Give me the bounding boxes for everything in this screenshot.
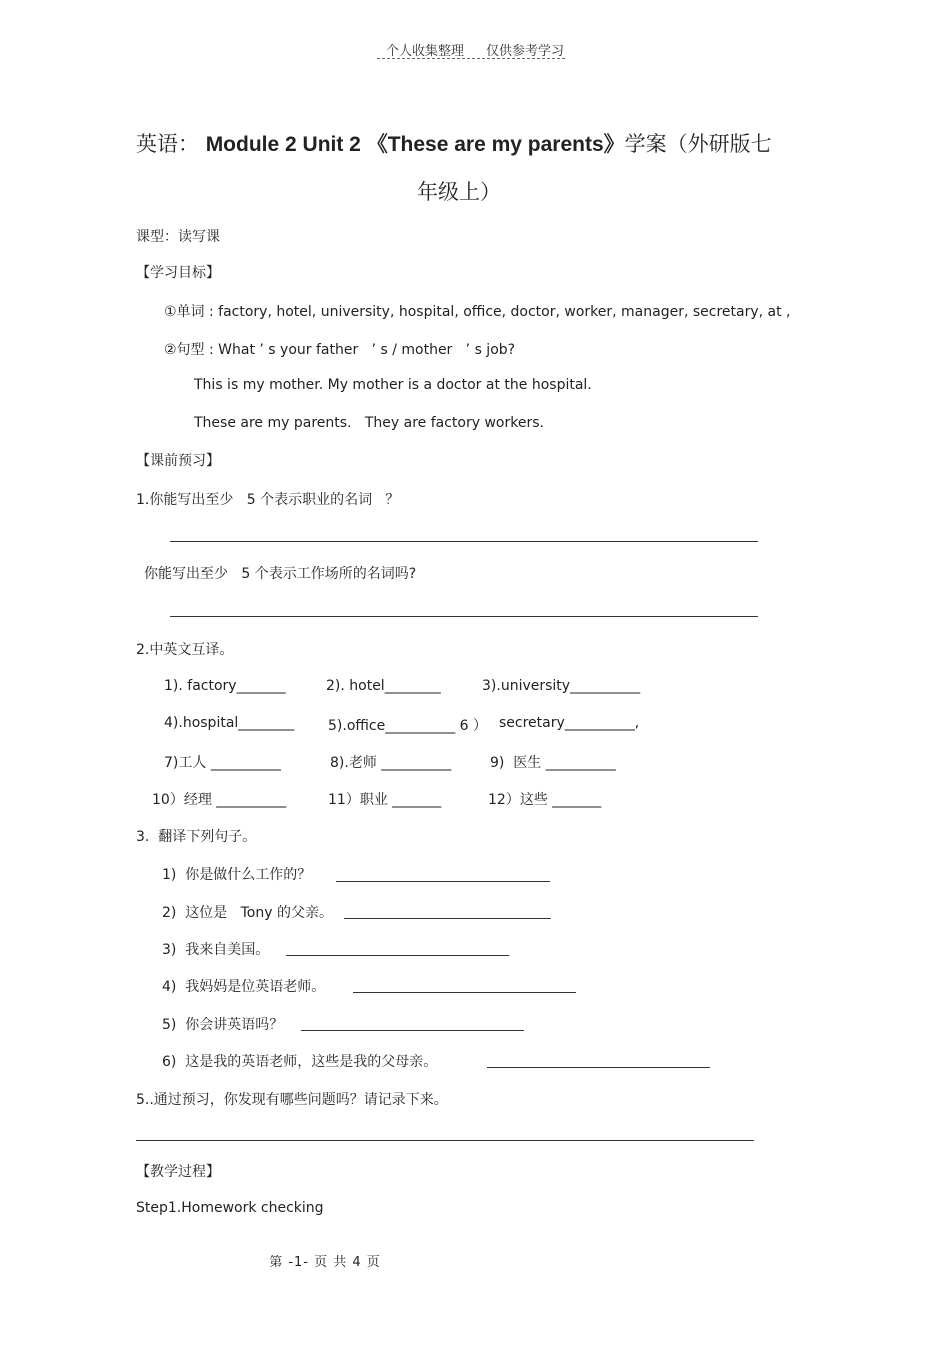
- vocab-item: 5).office__________ 6 ）: [328, 718, 488, 734]
- vocab-item: 8).老师 __________: [330, 755, 452, 771]
- vocab-item: 3).university__________: [482, 678, 641, 694]
- lesson-type: 课型：读写课: [136, 229, 220, 245]
- document-title-line2: 年级上）: [417, 180, 501, 204]
- vocab-item: 2). hotel________: [326, 678, 441, 694]
- header-divider: [377, 58, 565, 59]
- vocab-item: 10）经理 __________: [152, 792, 287, 808]
- preview-q2: 2.中英文互译。: [136, 642, 234, 658]
- translate-sentence: 4) 我妈妈是位英语老师。: [162, 979, 326, 995]
- preview-q5: 5..通过预习，你发现有哪些问题吗？请记录下来。: [136, 1092, 448, 1108]
- answer-line[interactable]: [336, 881, 550, 882]
- title-suffix: 学案（外研版七: [624, 132, 772, 156]
- preview-q1b: 你能写出至少 5 个表示工作场所的名词吗?: [144, 566, 417, 582]
- objectives-pattern-3: These are my parents. They are factory workers.: [194, 415, 544, 431]
- vocab-item: 4).hospital________: [164, 715, 295, 731]
- process-heading: 【教学过程】: [136, 1164, 220, 1180]
- translate-sentence: 2) 这位是 Tony 的父亲。: [162, 905, 333, 921]
- answer-line[interactable]: [301, 1030, 524, 1031]
- answer-line[interactable]: [286, 955, 509, 956]
- objectives-words: ①单词 : factory, hotel, university, hospital, office, doctor, worker, manager, secretary, at ,: [164, 304, 791, 320]
- header-left: 个人收集整理: [385, 44, 464, 59]
- preview-heading: 【课前预习】: [136, 453, 220, 469]
- answer-line[interactable]: [487, 1067, 710, 1068]
- answer-line[interactable]: [136, 1140, 754, 1141]
- title-bold: Module 2 Unit 2 《These are my parents》: [205, 133, 625, 156]
- answer-line[interactable]: [344, 918, 551, 919]
- vocab-item: 9) 医生 __________: [490, 755, 616, 771]
- objectives-pattern-2: This is my mother. My mother is a doctor at the hospital.: [194, 377, 592, 393]
- translate-sentence: 1) 你是做什么工作的？: [162, 867, 312, 883]
- page-footer: 第 -1- 页 共 4 页: [269, 1255, 381, 1270]
- header-right: 仅供参考学习: [486, 44, 565, 59]
- vocab-item: 7)工人 __________: [164, 755, 281, 771]
- answer-line[interactable]: [170, 541, 758, 542]
- vocab-item: 11）职业 _______: [328, 792, 442, 808]
- translate-sentence: 3) 我来自美国。: [162, 942, 270, 958]
- vocab-item: 12）这些 _______: [488, 792, 602, 808]
- objectives-heading: 【学习目标】: [136, 265, 220, 281]
- preview-q1: 1.你能写出至少 5 个表示职业的名词 ？: [136, 492, 400, 508]
- answer-line[interactable]: [170, 616, 758, 617]
- page-header: [0, 40, 950, 59]
- translate-sentence: 6) 这是我的英语老师，这些是我的父母亲。: [162, 1054, 438, 1070]
- answer-line[interactable]: [353, 992, 576, 993]
- process-step1: Step1.Homework checking: [136, 1200, 324, 1216]
- objectives-pattern-1: ②句型 : What ’ s your father ’ s / mother ’ s job?: [164, 342, 516, 358]
- vocab-item: 1). factory_______: [164, 678, 286, 694]
- vocab-item: secretary__________,: [499, 715, 640, 731]
- title-prefix: 英语：: [136, 132, 199, 156]
- preview-q3: 3. 翻译下列句子。: [136, 829, 257, 845]
- translate-sentence: 5) 你会讲英语吗？: [162, 1017, 284, 1033]
- document-title: [136, 128, 772, 158]
